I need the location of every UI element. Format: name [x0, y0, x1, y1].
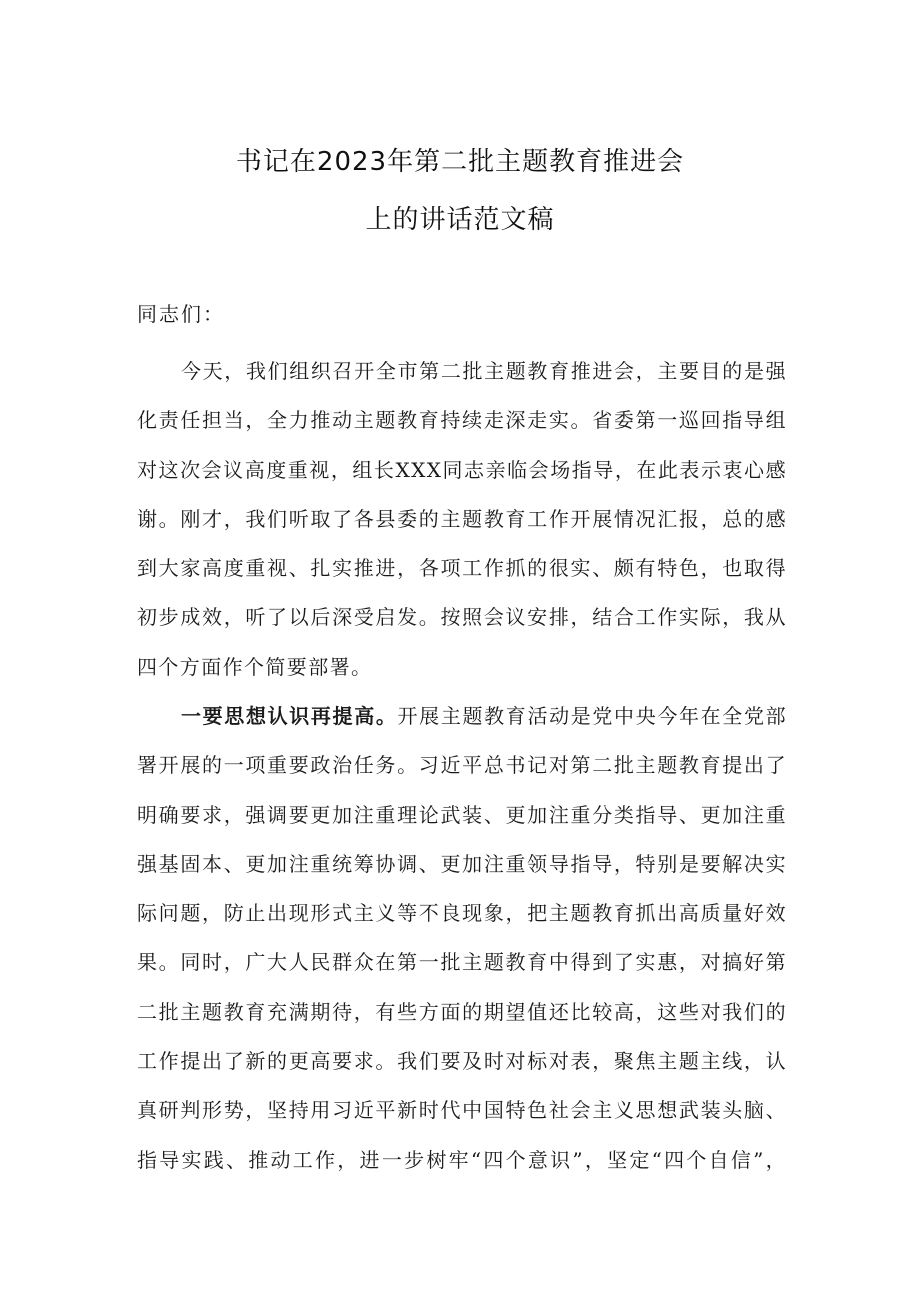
paragraph-opening [137, 347, 787, 692]
paragraph-line: 四个方面作个简要部署。 [137, 654, 373, 679]
salutation: 同志们： [137, 302, 225, 326]
paragraph-line-rest: 开展主题教育活动是党中央今年在全党部 [397, 704, 788, 728]
paragraph-point-one [137, 692, 787, 1185]
paragraph-line: 际问题，防止出现形式主义等不良现象，把主题教育抓出高质量好效 [137, 901, 787, 926]
paragraph-line: 谢。刚才，我们听取了各县委的主题教育工作开展情况汇报，总的感 [137, 506, 787, 531]
paragraph-line: 二批主题教育充满期待，有些方面的期望值还比较高，这些对我们的 [137, 999, 787, 1024]
paragraph-line: 署开展的一项重要政治任务。习近平总书记对第二批主题教育提出了 [137, 753, 787, 778]
paragraph-line: 真研判形势，坚持用习近平新时代中国特色社会主义思想武装头脑、 [137, 1098, 787, 1123]
paragraph-line: 明确要求，强调要更加注重理论武装、更加注重分类指导、更加注重 [137, 802, 787, 827]
paragraph-line: 到大家高度重视、扎实推进，各项工作抓的很实、颇有特色，也取得 [137, 556, 787, 581]
document-title-line-2: 上的讲话范文稿 [365, 205, 555, 235]
paragraph-line: 果。同时，广大人民群众在第一批主题教育中得到了实惠，对搞好第 [137, 950, 787, 975]
paragraph-line: 强基固本、更加注重统筹协调、更加注重领导指导，特别是要解决实 [137, 851, 787, 876]
paragraph-line-first [137, 692, 787, 741]
paragraph-line: 对这次会议高度重视，组长XXX同志亲临会场指导，在此表示衷心感 [137, 457, 787, 482]
paragraph-line: 今天，我们组织召开全市第二批主题教育推进会，主要目的是强 [181, 359, 787, 383]
paragraph-line: 初步成效，听了以后深受启发。按照会议安排，结合工作实际，我从 [137, 605, 787, 630]
paragraph-line: 化责任担当，全力推动主题教育持续走深走实。省委第一巡回指导组 [137, 408, 787, 433]
section-heading: 一要思想认识再提高。 [181, 704, 398, 728]
paragraph-line: 工作提出了新的更高要求。我们要及时对标对表，聚焦主题主线，认 [137, 1049, 787, 1074]
paragraph-line: 指导实践、推动工作，进一步树牢“四个意识”，坚定“四个自信”， [137, 1147, 787, 1172]
document-title-line-1: 书记在2023年第二批主题教育推进会 [235, 147, 685, 177]
